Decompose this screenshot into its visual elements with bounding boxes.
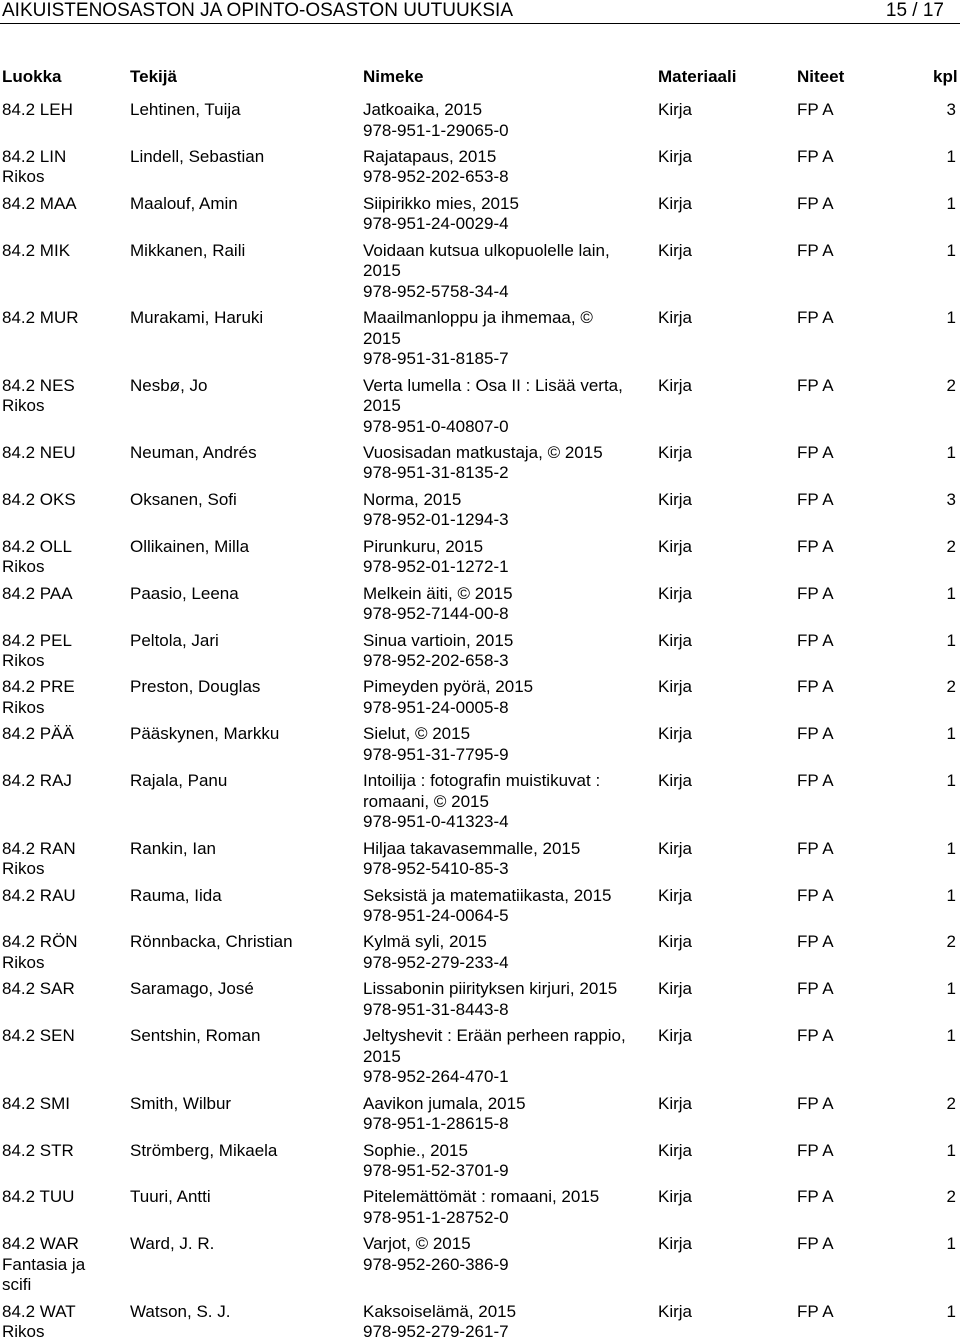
tekija-cell bbox=[130, 147, 355, 168]
nimeke-cell bbox=[363, 241, 653, 303]
title-line: romaani, © 2015 bbox=[363, 791, 489, 811]
luokka-cell bbox=[2, 584, 122, 605]
nimeke-cell bbox=[363, 537, 653, 578]
luokka-line: 84.2 SMI bbox=[2, 1093, 71, 1113]
materiaali-cell: Kirja bbox=[658, 1234, 693, 1254]
isbn: 978-951-1-28615-8 bbox=[363, 1114, 509, 1134]
tekija-cell bbox=[130, 584, 355, 605]
title-line: Jeltyshevit : Erään perheen rappio, bbox=[363, 1026, 626, 1046]
luokka-cell bbox=[2, 677, 122, 718]
materiaali-cell: Kirja bbox=[658, 771, 693, 791]
materiaali-cell: Kirja bbox=[658, 1093, 693, 1113]
kpl-cell: 1 bbox=[946, 193, 956, 213]
tekija-cell bbox=[130, 194, 355, 215]
nimeke-cell bbox=[363, 443, 653, 484]
niteet-cell: FP A bbox=[797, 1026, 834, 1046]
author-name: Neuman, Andrés bbox=[130, 442, 257, 462]
author-name: Lehtinen, Tuija bbox=[130, 100, 241, 119]
luokka-cell bbox=[2, 724, 122, 745]
isbn: 978-951-31-8135-2 bbox=[363, 463, 509, 483]
materiaali-cell: Kirja bbox=[658, 308, 693, 328]
kpl-cell: 1 bbox=[946, 838, 956, 858]
isbn: 978-951-24-0029-4 bbox=[363, 214, 509, 234]
kpl-cell: 1 bbox=[946, 1301, 956, 1321]
tekija-cell bbox=[130, 490, 355, 511]
materiaali-cell: Kirja bbox=[658, 838, 693, 858]
nimeke-cell bbox=[363, 771, 653, 833]
nimeke-cell bbox=[363, 376, 653, 438]
niteet-cell: FP A bbox=[797, 1093, 834, 1113]
tekija-cell bbox=[130, 376, 355, 397]
luokka-line: Rikos bbox=[2, 396, 45, 415]
author-name: Rönnbacka, Christian bbox=[130, 932, 293, 952]
luokka-line: 84.2 SEN bbox=[2, 1026, 75, 1046]
nimeke-cell bbox=[363, 100, 653, 141]
kpl-cell: 1 bbox=[946, 979, 956, 999]
author-name: Ward, J. R. bbox=[130, 1234, 215, 1254]
isbn: 978-952-5410-85-3 bbox=[363, 859, 509, 879]
tekija-cell bbox=[130, 631, 355, 652]
author-name: Strömberg, Mikaela bbox=[130, 1140, 278, 1160]
isbn: 978-951-24-0005-8 bbox=[363, 697, 509, 717]
page-number: 15 / 17 bbox=[885, 0, 944, 21]
isbn: 978-951-52-3701-9 bbox=[363, 1161, 509, 1180]
nimeke-cell bbox=[363, 1141, 653, 1182]
column-header-tekija: Tekijä bbox=[130, 67, 177, 86]
luokka-line: Rikos bbox=[2, 1322, 45, 1342]
isbn: 978-952-264-470-1 bbox=[363, 1067, 509, 1087]
title-line: 2015 bbox=[363, 396, 401, 415]
title-line: Vuosisadan matkustaja, © 2015 bbox=[363, 442, 603, 462]
luokka-cell bbox=[2, 839, 122, 880]
isbn: 978-951-0-40807-0 bbox=[363, 416, 509, 436]
luokka-line: 84.2 RAU bbox=[2, 885, 76, 905]
luokka-cell bbox=[2, 376, 122, 417]
nimeke-cell bbox=[363, 584, 653, 625]
luokka-cell bbox=[2, 537, 122, 578]
nimeke-cell bbox=[363, 490, 653, 531]
kpl-cell: 2 bbox=[946, 536, 956, 556]
niteet-cell: FP A bbox=[797, 1234, 834, 1254]
nimeke-cell bbox=[363, 194, 653, 235]
title-line: 2015 bbox=[363, 1046, 401, 1066]
kpl-cell: 2 bbox=[946, 932, 956, 952]
isbn: 978-951-1-28752-0 bbox=[363, 1207, 509, 1227]
isbn: 978-952-279-261-7 bbox=[363, 1322, 509, 1342]
materiaali-cell: Kirja bbox=[658, 677, 693, 697]
niteet-cell: FP A bbox=[797, 240, 834, 260]
column-header-materiaali: Materiaali bbox=[658, 67, 737, 86]
materiaali-cell: Kirja bbox=[658, 1301, 693, 1321]
kpl-cell: 2 bbox=[946, 1093, 956, 1113]
luokka-line: 84.2 OKS bbox=[2, 489, 76, 509]
tekija-cell bbox=[130, 308, 355, 329]
nimeke-cell bbox=[363, 724, 653, 765]
title-line: Pitelemättömät : romaani, 2015 bbox=[363, 1187, 600, 1207]
niteet-cell: FP A bbox=[797, 1301, 834, 1321]
isbn: 978-951-31-8185-7 bbox=[363, 349, 509, 369]
luokka-cell bbox=[2, 490, 122, 511]
tekija-cell bbox=[130, 771, 355, 792]
luokka-cell bbox=[2, 1187, 122, 1208]
kpl-cell: 2 bbox=[946, 1187, 956, 1207]
nimeke-cell bbox=[363, 1234, 653, 1275]
luokka-line: 84.2 MAA bbox=[2, 193, 77, 213]
title-line: Jatkoaika, 2015 bbox=[363, 100, 483, 119]
isbn: 978-952-202-653-8 bbox=[363, 167, 509, 187]
luokka-line: scifi bbox=[2, 1275, 32, 1295]
kpl-cell: 1 bbox=[946, 724, 956, 744]
isbn: 978-952-01-1294-3 bbox=[363, 510, 509, 530]
title-line: Varjot, © 2015 bbox=[363, 1234, 471, 1254]
isbn: 978-952-260-386-9 bbox=[363, 1254, 509, 1274]
title-line: Norma, 2015 bbox=[363, 489, 462, 509]
niteet-cell: FP A bbox=[797, 932, 834, 952]
author-name: Peltola, Jari bbox=[130, 630, 219, 650]
materiaali-cell: Kirja bbox=[658, 1026, 693, 1046]
author-name: Murakami, Haruki bbox=[130, 308, 264, 328]
author-name: Rankin, Ian bbox=[130, 838, 216, 858]
kpl-cell: 1 bbox=[946, 885, 956, 905]
title-line: Intoilija : fotografin muistikuvat : bbox=[363, 771, 601, 791]
tekija-cell bbox=[130, 1234, 355, 1255]
title-line: Pimeyden pyörä, 2015 bbox=[363, 677, 534, 697]
materiaali-cell: Kirja bbox=[658, 932, 693, 952]
niteet-cell: FP A bbox=[797, 677, 834, 697]
materiaali-cell: Kirja bbox=[658, 100, 693, 119]
column-header-nimeke: Nimeke bbox=[363, 67, 424, 86]
author-name: Sentshin, Roman bbox=[130, 1026, 261, 1046]
niteet-cell: FP A bbox=[797, 1187, 834, 1207]
isbn: 978-952-5758-34-4 bbox=[363, 281, 509, 301]
luokka-line: 84.2 NEU bbox=[2, 442, 76, 462]
nimeke-cell bbox=[363, 979, 653, 1020]
niteet-cell: FP A bbox=[797, 630, 834, 650]
kpl-cell: 1 bbox=[946, 1234, 956, 1254]
luokka-cell bbox=[2, 932, 122, 973]
kpl-cell: 1 bbox=[946, 771, 956, 791]
luokka-cell bbox=[2, 147, 122, 188]
tekija-cell bbox=[130, 537, 355, 558]
title-line: Sielut, © 2015 bbox=[363, 724, 471, 744]
kpl-cell: 1 bbox=[946, 146, 956, 166]
niteet-cell: FP A bbox=[797, 1140, 834, 1160]
luokka-line: 84.2 MUR bbox=[2, 308, 79, 328]
author-name: Rauma, Iida bbox=[130, 885, 222, 905]
luokka-line: 84.2 RAN bbox=[2, 838, 76, 858]
luokka-line: Rikos bbox=[2, 697, 45, 717]
niteet-cell: FP A bbox=[797, 536, 834, 556]
luokka-line: 84.2 PÄÄ bbox=[2, 724, 74, 744]
materiaali-cell: Kirja bbox=[658, 630, 693, 650]
niteet-cell: FP A bbox=[797, 442, 834, 462]
isbn: 978-951-31-8443-8 bbox=[363, 999, 509, 1019]
nimeke-cell bbox=[363, 677, 653, 718]
tekija-cell bbox=[130, 1141, 355, 1162]
nimeke-cell bbox=[363, 932, 653, 973]
page-header bbox=[0, 0, 960, 24]
materiaali-cell: Kirja bbox=[658, 1140, 693, 1160]
luokka-line: 84.2 NES bbox=[2, 375, 75, 395]
luokka-line: Rikos bbox=[2, 859, 45, 879]
title-line: Verta lumella : Osa II : Lisää verta, bbox=[363, 375, 623, 395]
nimeke-cell bbox=[363, 147, 653, 188]
luokka-line: 84.2 LEH bbox=[2, 100, 73, 119]
materiaali-cell: Kirja bbox=[658, 536, 693, 556]
niteet-cell: FP A bbox=[797, 838, 834, 858]
title-line: Hiljaa takavasemmalle, 2015 bbox=[363, 838, 581, 858]
materiaali-cell: Kirja bbox=[658, 979, 693, 999]
kpl-cell: 3 bbox=[946, 489, 956, 509]
kpl-cell: 1 bbox=[946, 442, 956, 462]
isbn: 978-952-01-1272-1 bbox=[363, 557, 509, 577]
title-line: Kaksoiselämä, 2015 bbox=[363, 1301, 517, 1321]
title-line: Sophie., 2015 bbox=[363, 1140, 468, 1160]
title-line: Siipirikko mies, 2015 bbox=[363, 193, 519, 213]
luokka-cell bbox=[2, 771, 122, 792]
tekija-cell bbox=[130, 443, 355, 464]
kpl-cell: 1 bbox=[946, 583, 956, 603]
title-line: Kylmä syli, 2015 bbox=[363, 932, 487, 952]
author-name: Watson, S. J. bbox=[130, 1301, 231, 1321]
luokka-line: Rikos bbox=[2, 167, 45, 187]
materiaali-cell: Kirja bbox=[658, 442, 693, 462]
materiaali-cell: Kirja bbox=[658, 193, 693, 213]
luokka-cell bbox=[2, 308, 122, 329]
materiaali-cell: Kirja bbox=[658, 1187, 693, 1207]
author-name: Lindell, Sebastian bbox=[130, 146, 265, 166]
niteet-cell: FP A bbox=[797, 146, 834, 166]
materiaali-cell: Kirja bbox=[658, 375, 693, 395]
luokka-line: 84.2 OLL bbox=[2, 536, 72, 556]
luokka-line: Rikos bbox=[2, 952, 45, 972]
title-line: Maailmanloppu ja ihmemaa, © bbox=[363, 308, 593, 328]
luokka-line: 84.2 LIN bbox=[2, 146, 67, 166]
author-name: Rajala, Panu bbox=[130, 771, 228, 791]
tekija-cell bbox=[130, 886, 355, 907]
kpl-cell: 1 bbox=[946, 308, 956, 328]
tekija-cell bbox=[130, 1187, 355, 1208]
niteet-cell: FP A bbox=[797, 583, 834, 603]
materiaali-cell: Kirja bbox=[658, 146, 693, 166]
author-name: Mikkanen, Raili bbox=[130, 240, 246, 260]
author-name: Oksanen, Sofi bbox=[130, 489, 237, 509]
materiaali-cell: Kirja bbox=[658, 240, 693, 260]
title-line: 2015 bbox=[363, 261, 401, 281]
materiaali-cell: Kirja bbox=[658, 724, 693, 744]
luokka-line: 84.2 PRE bbox=[2, 677, 75, 697]
tekija-cell bbox=[130, 1094, 355, 1115]
isbn: 978-952-7144-00-8 bbox=[363, 604, 509, 624]
title-line: Pirunkuru, 2015 bbox=[363, 536, 484, 556]
niteet-cell: FP A bbox=[797, 885, 834, 905]
nimeke-cell bbox=[363, 1026, 653, 1088]
tekija-cell bbox=[130, 1026, 355, 1047]
tekija-cell bbox=[130, 241, 355, 262]
title-line: Rajatapaus, 2015 bbox=[363, 146, 497, 166]
luokka-cell bbox=[2, 1094, 122, 1115]
niteet-cell: FP A bbox=[797, 193, 834, 213]
tekija-cell bbox=[130, 100, 355, 121]
luokka-line: 84.2 TUU bbox=[2, 1187, 75, 1207]
tekija-cell bbox=[130, 839, 355, 860]
kpl-cell: 1 bbox=[946, 240, 956, 260]
luokka-line: 84.2 STR bbox=[2, 1140, 74, 1160]
page-title: AIKUISTENOSASTON JA OPINTO-OSASTON UUTUUKSIA bbox=[2, 0, 513, 21]
title-line: Aavikon jumala, 2015 bbox=[363, 1093, 526, 1113]
luokka-line: 84.2 WAT bbox=[2, 1301, 76, 1321]
title-line: Lissabonin piirityksen kirjuri, 2015 bbox=[363, 979, 618, 999]
author-name: Tuuri, Antti bbox=[130, 1187, 211, 1207]
materiaali-cell: Kirja bbox=[658, 583, 693, 603]
title-line: Melkein äiti, © 2015 bbox=[363, 583, 513, 603]
luokka-line: 84.2 SAR bbox=[2, 979, 75, 999]
kpl-cell: 1 bbox=[946, 1140, 956, 1160]
luokka-line: 84.2 RÖN bbox=[2, 932, 78, 952]
nimeke-cell bbox=[363, 1094, 653, 1135]
nimeke-cell bbox=[363, 308, 653, 370]
luokka-cell bbox=[2, 100, 122, 121]
luokka-cell bbox=[2, 241, 122, 262]
nimeke-cell bbox=[363, 839, 653, 880]
tekija-cell bbox=[130, 1302, 355, 1323]
isbn: 978-951-31-7795-9 bbox=[363, 744, 509, 764]
tekija-cell bbox=[130, 724, 355, 745]
isbn: 978-951-24-0064-5 bbox=[363, 906, 509, 925]
header-divider bbox=[0, 23, 960, 24]
kpl-cell: 3 bbox=[946, 100, 956, 119]
tekija-cell bbox=[130, 979, 355, 1000]
isbn: 978-951-0-41323-4 bbox=[363, 812, 509, 832]
luokka-line: 84.2 WAR bbox=[2, 1234, 79, 1254]
isbn: 978-952-279-233-4 bbox=[363, 952, 509, 972]
luokka-line: Rikos bbox=[2, 651, 45, 670]
niteet-cell: FP A bbox=[797, 308, 834, 328]
tekija-cell bbox=[130, 677, 355, 698]
author-name: Ollikainen, Milla bbox=[130, 536, 250, 556]
luokka-line: 84.2 PEL bbox=[2, 630, 72, 650]
author-name: Maalouf, Amin bbox=[130, 193, 238, 213]
niteet-cell: FP A bbox=[797, 771, 834, 791]
nimeke-cell bbox=[363, 1187, 653, 1228]
luokka-cell bbox=[2, 443, 122, 464]
niteet-cell: FP A bbox=[797, 979, 834, 999]
kpl-cell: 2 bbox=[946, 375, 956, 395]
kpl-cell: 1 bbox=[946, 1026, 956, 1046]
author-name: Paasio, Leena bbox=[130, 583, 239, 603]
table-header bbox=[0, 66, 960, 88]
column-header-luokka: Luokka bbox=[2, 67, 62, 86]
luokka-cell bbox=[2, 194, 122, 215]
luokka-cell bbox=[2, 1141, 122, 1162]
luokka-cell bbox=[2, 631, 122, 672]
tekija-cell bbox=[130, 932, 355, 953]
luokka-line: 84.2 PAA bbox=[2, 583, 73, 603]
luokka-line: 84.2 MIK bbox=[2, 240, 71, 260]
materiaali-cell: Kirja bbox=[658, 489, 693, 509]
luokka-cell bbox=[2, 1026, 122, 1047]
title-line: Seksistä ja matematiikasta, 2015 bbox=[363, 885, 612, 905]
niteet-cell: FP A bbox=[797, 100, 834, 119]
author-name: Nesbø, Jo bbox=[130, 375, 208, 395]
luokka-line: 84.2 RAJ bbox=[2, 771, 72, 791]
niteet-cell: FP A bbox=[797, 489, 834, 509]
column-header-kpl: kpl bbox=[933, 67, 958, 86]
luokka-cell bbox=[2, 1234, 122, 1296]
title-line: 2015 bbox=[363, 328, 401, 348]
niteet-cell: FP A bbox=[797, 724, 834, 744]
kpl-cell: 2 bbox=[946, 677, 956, 697]
niteet-cell: FP A bbox=[797, 375, 834, 395]
nimeke-cell bbox=[363, 631, 653, 672]
isbn: 978-951-1-29065-0 bbox=[363, 120, 509, 140]
author-name: Pääskynen, Markku bbox=[130, 724, 280, 744]
isbn: 978-952-202-658-3 bbox=[363, 651, 509, 670]
materiaali-cell: Kirja bbox=[658, 885, 693, 905]
column-header-niteet: Niteet bbox=[797, 67, 845, 86]
luokka-cell bbox=[2, 886, 122, 907]
kpl-cell: 1 bbox=[946, 630, 956, 650]
luokka-line: Fantasia ja bbox=[2, 1254, 86, 1274]
author-name: Smith, Wilbur bbox=[130, 1093, 232, 1113]
nimeke-cell bbox=[363, 886, 653, 927]
author-name: Saramago, José bbox=[130, 979, 254, 999]
luokka-line: Rikos bbox=[2, 557, 45, 577]
title-line: Voidaan kutsua ulkopuolelle lain, bbox=[363, 240, 610, 260]
author-name: Preston, Douglas bbox=[130, 677, 261, 697]
luokka-cell bbox=[2, 979, 122, 1000]
title-line: Sinua vartioin, 2015 bbox=[363, 630, 514, 650]
